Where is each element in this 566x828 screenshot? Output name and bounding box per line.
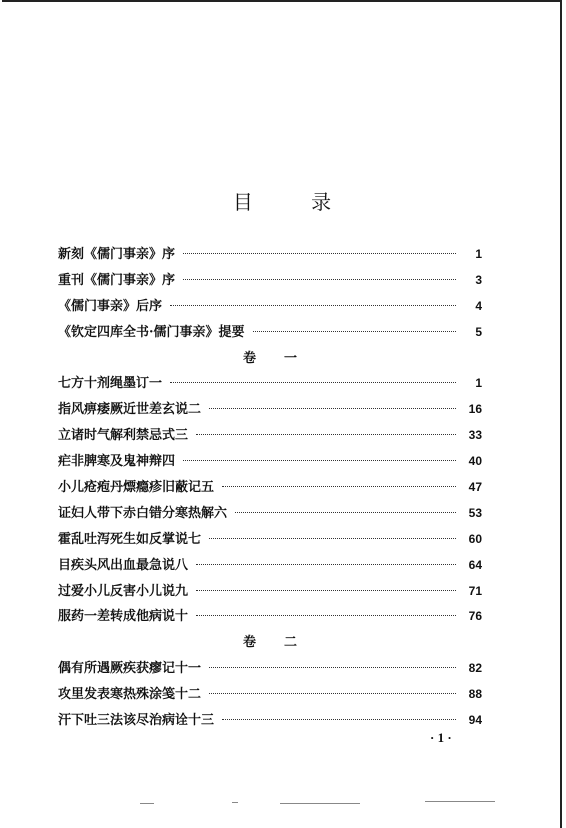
toc-entry-title: 立诸时气解利禁忌式三 bbox=[58, 428, 189, 444]
volume-heading-char-2: 二 bbox=[284, 635, 298, 651]
toc-entry[interactable] bbox=[58, 527, 482, 553]
table-of-contents bbox=[58, 242, 482, 734]
scan-artifact bbox=[0, 800, 566, 810]
dot-leader bbox=[170, 382, 456, 383]
toc-entry[interactable] bbox=[58, 475, 482, 501]
toc-entry[interactable] bbox=[58, 449, 482, 475]
toc-entry-title: 《钦定四库全书·儒门事亲》提要 bbox=[58, 324, 245, 340]
toc-entry-page: 88 bbox=[468, 687, 482, 702]
toc-entry-page: 94 bbox=[468, 713, 482, 728]
volume-heading-char-1: 卷 bbox=[242, 350, 256, 366]
toc-entry[interactable] bbox=[58, 656, 482, 682]
toc-entry-title: 目疾头风出血最急说八 bbox=[58, 557, 189, 573]
toc-entry[interactable] bbox=[58, 553, 482, 579]
dot-leader bbox=[209, 693, 456, 694]
toc-entry-title: 汗下吐三法该尽治病诠十三 bbox=[58, 713, 215, 729]
toc-entry-page: 40 bbox=[468, 454, 482, 469]
page-title bbox=[0, 186, 566, 215]
toc-entry-page: 3 bbox=[475, 272, 482, 287]
toc-entry-page: 1 bbox=[475, 247, 482, 261]
dot-leader bbox=[183, 253, 456, 254]
toc-entry-page: 33 bbox=[468, 428, 482, 443]
toc-entry-page: 71 bbox=[468, 583, 482, 598]
volume-heading-char-1: 卷 bbox=[242, 635, 256, 651]
page-right-border bbox=[560, 0, 562, 828]
volume-heading bbox=[58, 346, 482, 372]
dot-leader bbox=[196, 564, 456, 565]
toc-entry-page: 5 bbox=[475, 324, 482, 339]
page-number: · 1 · bbox=[430, 730, 452, 745]
volume-heading bbox=[58, 630, 482, 656]
title-char-2: 录 bbox=[311, 190, 334, 214]
toc-entry-title: 《儒门事亲》后序 bbox=[58, 298, 163, 314]
dot-leader bbox=[196, 434, 456, 435]
volume-heading-char-2: 一 bbox=[284, 350, 298, 366]
toc-entry[interactable] bbox=[58, 294, 482, 320]
dot-leader bbox=[209, 538, 456, 539]
toc-entry[interactable] bbox=[58, 682, 482, 708]
toc-entry-title: 指风痹痿厥近世差玄说二 bbox=[58, 402, 202, 418]
toc-entry[interactable] bbox=[58, 423, 482, 449]
dot-leader bbox=[222, 486, 456, 487]
dot-leader bbox=[209, 667, 456, 668]
dot-leader bbox=[253, 331, 456, 332]
toc-entry-page: 1 bbox=[475, 376, 482, 391]
toc-entry-page: 76 bbox=[468, 609, 482, 624]
toc-entry[interactable] bbox=[58, 604, 482, 630]
toc-entry[interactable] bbox=[58, 397, 482, 423]
toc-entry-page: 82 bbox=[468, 661, 482, 676]
dot-leader bbox=[235, 512, 456, 513]
toc-entry-title: 偶有所遇厥疾获瘳记十一 bbox=[58, 661, 202, 677]
page-top-border bbox=[2, 0, 562, 2]
toc-entry-title: 重刊《儒门事亲》序 bbox=[58, 272, 176, 288]
toc-entry-title: 疟非脾寒及鬼神辩四 bbox=[58, 454, 176, 470]
toc-entry-title: 证妇人带下赤白错分寒热解六 bbox=[58, 505, 228, 521]
dot-leader bbox=[183, 460, 456, 461]
toc-entry-title: 过爱小儿反害小儿说九 bbox=[58, 583, 189, 599]
toc-entry-title: 服药一差转成他病说十 bbox=[58, 609, 189, 625]
toc-entry-title: 新刻《儒门事亲》序 bbox=[58, 247, 176, 262]
toc-entry-title: 霍乱吐泻死生如反掌说七 bbox=[58, 531, 202, 547]
dot-leader bbox=[183, 279, 456, 280]
toc-entry[interactable] bbox=[58, 242, 482, 268]
toc-entry-page: 4 bbox=[475, 298, 482, 313]
dot-leader bbox=[196, 590, 456, 591]
toc-entry-page: 16 bbox=[468, 402, 482, 417]
dot-leader bbox=[222, 719, 456, 720]
toc-entry-page: 47 bbox=[468, 480, 482, 495]
toc-entry[interactable] bbox=[58, 371, 482, 397]
toc-entry[interactable] bbox=[58, 268, 482, 294]
toc-entry[interactable] bbox=[58, 501, 482, 527]
toc-entry-title: 攻里发表寒热殊涂笺十二 bbox=[58, 687, 202, 703]
toc-entry-page: 64 bbox=[468, 557, 482, 572]
toc-entry[interactable] bbox=[58, 579, 482, 605]
toc-entry[interactable] bbox=[58, 708, 482, 734]
toc-entry-page: 53 bbox=[468, 505, 482, 520]
toc-entry-title: 七方十剂绳墨订一 bbox=[58, 376, 163, 392]
dot-leader bbox=[196, 615, 456, 616]
dot-leader bbox=[170, 305, 456, 306]
dot-leader bbox=[209, 408, 456, 409]
title-char-1: 目 bbox=[232, 190, 255, 214]
toc-entry[interactable] bbox=[58, 320, 482, 346]
toc-entry-page: 60 bbox=[468, 531, 482, 546]
toc-entry-title: 小儿疮疱丹熛瘾疹旧蔽记五 bbox=[58, 480, 215, 496]
